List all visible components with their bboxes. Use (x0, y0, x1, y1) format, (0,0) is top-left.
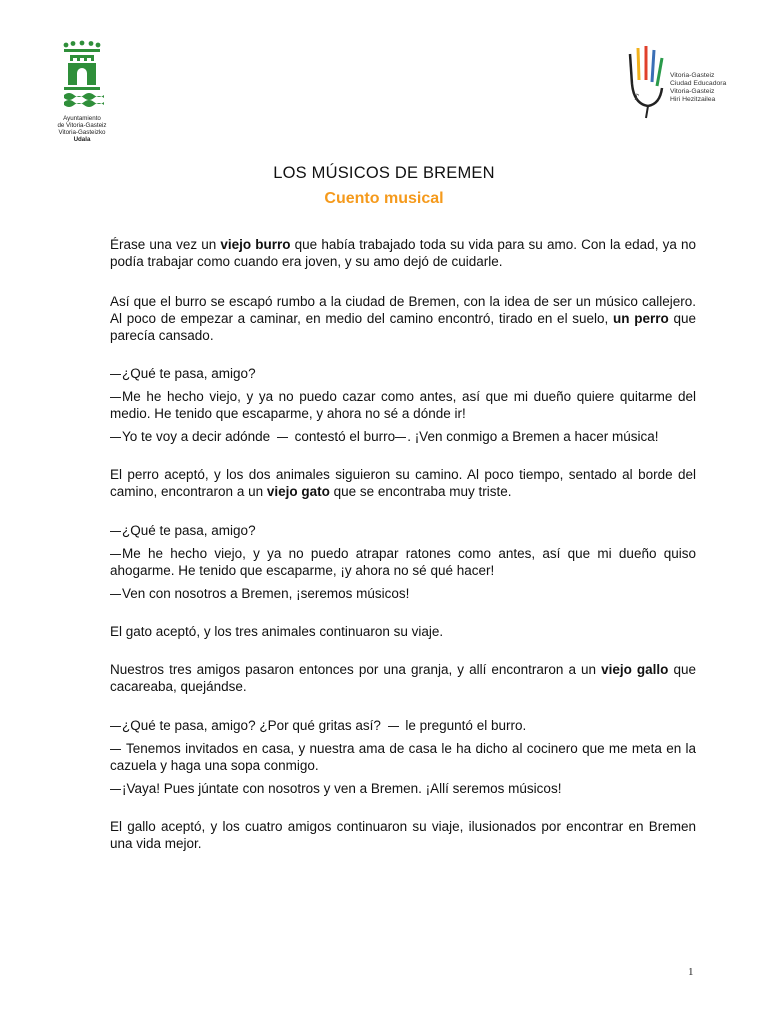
caption-line: Ayuntamiento (63, 115, 101, 122)
hand-icon (624, 44, 672, 120)
text-run: ¿Qué te pasa, amigo? (122, 523, 256, 538)
text-run: que había trabajado toda su vida para su amo. Con la edad, ya no podía trabajar como cuando era joven, y su amo dejó de cuidarle. (110, 237, 696, 269)
dialogue-dash (110, 531, 121, 532)
text-run: contestó el burro (290, 429, 396, 444)
dialogue-line (110, 585, 696, 602)
text-run: . ¡Ven conmigo a Bremen a hacer música! (407, 429, 659, 444)
dialogue-line (110, 365, 696, 382)
city-crest-icon (60, 40, 104, 112)
paragraph (110, 466, 696, 500)
dialogue-line (110, 388, 696, 422)
dialogue-line (110, 780, 696, 797)
bold-text: viejo gallo (601, 662, 669, 677)
logo-text (670, 72, 726, 104)
logo-caption (50, 115, 114, 143)
paragraph (110, 818, 696, 852)
text-run: ¡Vaya! Pues júntate con nosotros y ven a Bremen. ¡Allí seremos músicos! (122, 781, 562, 796)
dialogue-dash (388, 726, 399, 727)
dialogue-dash (110, 594, 121, 595)
dialogue-dash (110, 789, 121, 790)
dialogue-line (110, 740, 696, 774)
text-run: El perro aceptó, y los dos animales siguieron su camino. Al poco tiempo, sentado al borde del camino, encontraron a un (110, 467, 696, 499)
dialogue-dash (110, 726, 121, 727)
paragraph (110, 293, 696, 344)
logo-line: Ciudad Educadora (670, 80, 727, 87)
logo-line: Vitoria-Gasteiz (670, 88, 715, 95)
dialogue-dash (110, 437, 121, 438)
paragraph (110, 661, 696, 695)
text-run: Me he hecho viejo, y ya no puedo atrapar ratones como antes, así que mi dueño quiso ahogarme. He tenido que escaparme, ¡y ahora no sé qué hacer! (110, 546, 696, 578)
dialogue-dash (110, 749, 121, 750)
dialogue-dash (110, 554, 121, 555)
dialogue-dash (110, 374, 121, 375)
logo-line: Vitoria-Gasteiz (670, 72, 715, 79)
city-council-logo (50, 40, 114, 143)
text-run: que parecía cansado. (110, 311, 696, 343)
dialogue-line (110, 545, 696, 579)
dialogue-line (110, 428, 696, 445)
bold-text: viejo gato (266, 484, 330, 499)
text-run: Yo te voy a decir adónde (122, 429, 274, 444)
text-run: que cacareaba, quejándse. (110, 662, 696, 694)
text-run: El gallo aceptó, y los cuatro amigos continuaron su viaje, ilusionados por encontrar en Bremen una vida mejor. (110, 819, 696, 851)
text-run: Me he hecho viejo, y ya no puedo cazar como antes, así que mi dueño quiere quitarme del medio. He tenido que escaparme, y ahora no sé a dónde ir! (110, 389, 696, 421)
caption-line: de Vitoria-Gasteiz (57, 122, 107, 129)
story-title: LOS MÚSICOS DE BREMEN (273, 164, 495, 182)
educating-city-logo (624, 44, 736, 120)
story-body (110, 236, 696, 852)
logo-line: Hiri Hezitzailea (670, 96, 716, 103)
dialogue-dash (110, 397, 121, 398)
text-run: ¿Qué te pasa, amigo? ¿Por qué gritas así? (122, 718, 385, 733)
story-subtitle: Cuento musical (324, 190, 444, 207)
bold-text: un perro (613, 311, 669, 326)
caption-line: Udala (73, 136, 91, 143)
dialogue-line (110, 522, 696, 539)
text-run: Nuestros tres amigos pasaron entonces por una granja, y allí encontraron a un (110, 662, 602, 677)
text-run: Érase una vez un (110, 237, 221, 252)
text-run: Ven con nosotros a Bremen, ¡seremos músicos! (122, 586, 410, 601)
dialogue-dash (395, 437, 406, 438)
text-run: El gato aceptó, y los tres animales continuaron su viaje. (110, 624, 444, 639)
caption-line: Vitoria-Gasteizko (58, 129, 106, 136)
text-run: que se encontraba muy triste. (329, 484, 512, 499)
text-run: le preguntó el burro. (401, 718, 527, 733)
text-run: Tenemos invitados en casa, y nuestra ama de casa le ha dicho al cocinero que me meta en la cazuela y haga una sopa conmigo. (110, 741, 696, 773)
page-number: 1 (688, 966, 694, 978)
dialogue-line (110, 717, 696, 734)
text-run: ¿Qué te pasa, amigo? (122, 366, 256, 381)
bold-text: viejo burro (220, 237, 291, 252)
paragraph (110, 236, 696, 270)
svg-text:♪: ♪ (634, 93, 640, 103)
paragraph (110, 623, 696, 640)
text-run: Así que el burro se escapó rumbo a la ciudad de Bremen, con la idea de ser un músico callejero. Al poco de empezar a caminar, en medio del camino encontró, tirado en el suelo, (110, 294, 696, 326)
dialogue-dash (277, 437, 288, 438)
